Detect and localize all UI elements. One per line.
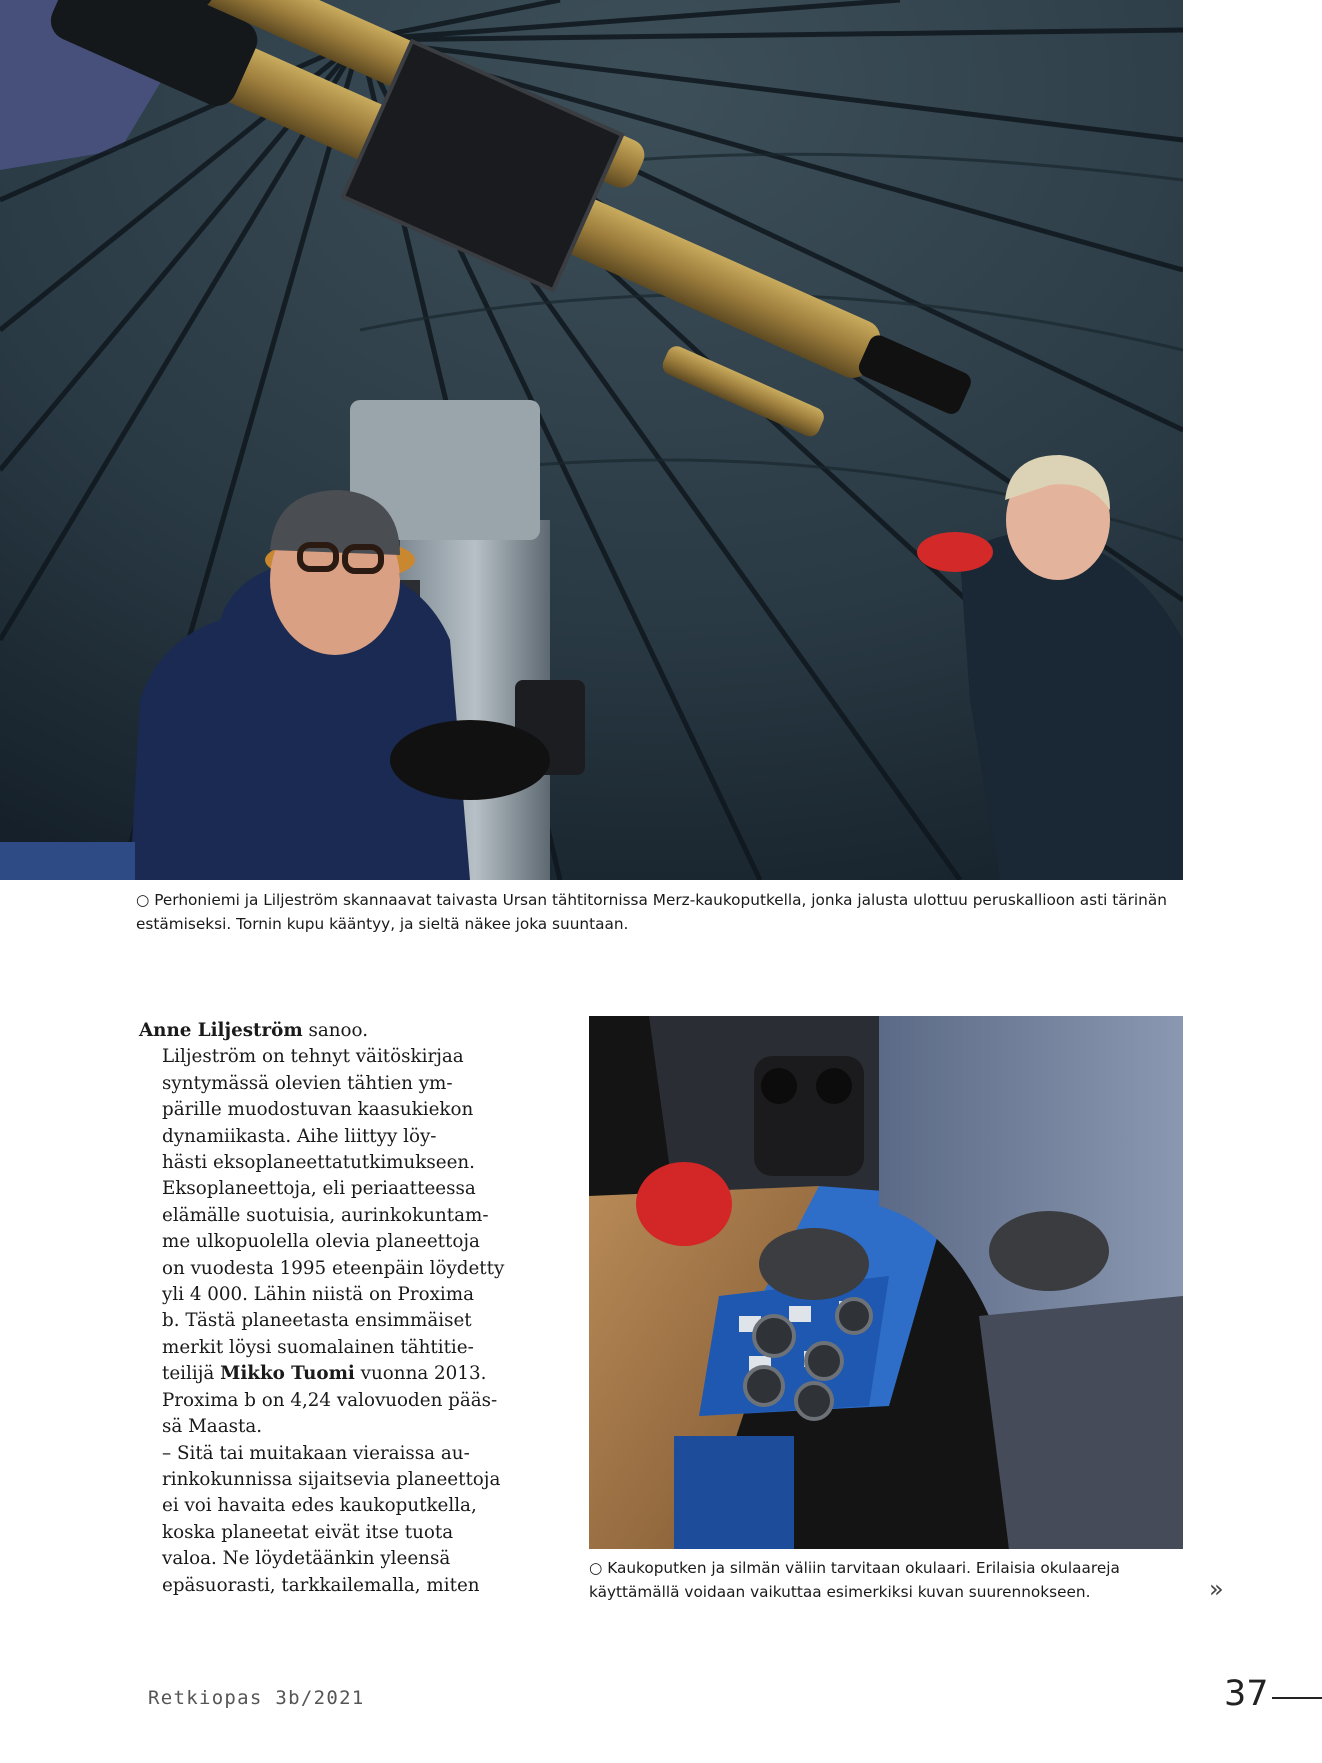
text-line: koska planeetat eivät itse tuota — [162, 1521, 454, 1543]
text-fragment: teilijä — [162, 1363, 221, 1385]
eyepiece-drawer-photo — [589, 1016, 1183, 1549]
telescope-dome-photo — [0, 0, 1183, 880]
article-paragraph-1 — [139, 1018, 466, 1044]
text-line: pärille muodostuvan kaasukiekon — [162, 1099, 474, 1121]
text-line-with-name — [139, 1361, 487, 1387]
text-line: sä Maasta. — [162, 1416, 263, 1438]
text-line: dynamiikasta. Aihe liittyy löy- — [162, 1125, 437, 1147]
text-line: Eksoplaneettoja, eli periaatteessa — [162, 1178, 476, 1200]
text-line: – Sitä tai muitakaan vieraissa au- — [162, 1442, 470, 1464]
text-line: ei voi havaita edes kaukoputkella, — [162, 1495, 477, 1517]
page-number-rule — [1272, 1697, 1322, 1699]
person-name-anne: Anne Liljeström — [139, 1020, 303, 1041]
text-line: Liljeström on tehnyt väitöskirjaa — [162, 1046, 464, 1068]
article-paragraph-3 — [139, 1441, 501, 1599]
publication-footer: Retkiopas 3b/2021 — [148, 1687, 365, 1709]
text-line: valoa. Ne löydetäänkin yleensä — [162, 1548, 451, 1570]
page-number: 37 — [1224, 1674, 1269, 1714]
top-photo-caption: ○ Perhoniemi ja Liljeström skannaavat taivasta Ursan tähtitornissa Merz-kaukoputkella, jonka jalusta ulottuu peruskallioon asti tärinän estämiseksi. Tornin kupu kääntyy, ja sieltä näkee joka suuntaan. — [136, 891, 1167, 933]
text-line: merkit löysi suomalainen tähtitie- — [162, 1336, 474, 1358]
text-line: me ulkopuolella olevia planeettoja — [162, 1231, 480, 1253]
text-line: rinkokunnissa sijaitsevia planeettoja — [162, 1468, 501, 1490]
text-line: syntymässä olevien tähtien ym- — [162, 1072, 453, 1094]
bottom-photo-caption: ○ Kaukoputken ja silmän väliin tarvitaan okulaari. Erilaisia okulaareja käyttämällä voidaan vaikuttaa esimerkiksi kuvan suurennokseen. — [589, 1559, 1120, 1601]
person-name-mikko: Mikko Tuomi — [220, 1363, 355, 1385]
text-line: Proxima b on 4,24 valovuoden pääs- — [162, 1389, 498, 1411]
article-paragraph-2 — [139, 1044, 505, 1440]
text-line: yli 4 000. Lähin niistä on Proxima — [162, 1284, 474, 1306]
text-fragment: vuonna 2013. — [354, 1363, 487, 1385]
eyepiece-drawer-illustration — [589, 1016, 1183, 1549]
paragraph-1-rest: sanoo. — [302, 1020, 369, 1041]
text-line: b. Tästä planeetasta ensimmäiset — [162, 1310, 472, 1332]
text-line: hästi eksoplaneettatutkimukseen. — [162, 1152, 475, 1174]
telescope-dome-illustration — [0, 0, 1183, 880]
text-line: elämälle suotuisia, aurinkokuntam- — [162, 1204, 489, 1226]
article-body — [139, 1018, 505, 1599]
text-line: epäsuorasti, tarkkailemalla, miten — [162, 1574, 480, 1596]
continue-arrow-icon: » — [1209, 1575, 1224, 1603]
text-line: on vuodesta 1995 eteenpäin löydetty — [162, 1257, 505, 1279]
